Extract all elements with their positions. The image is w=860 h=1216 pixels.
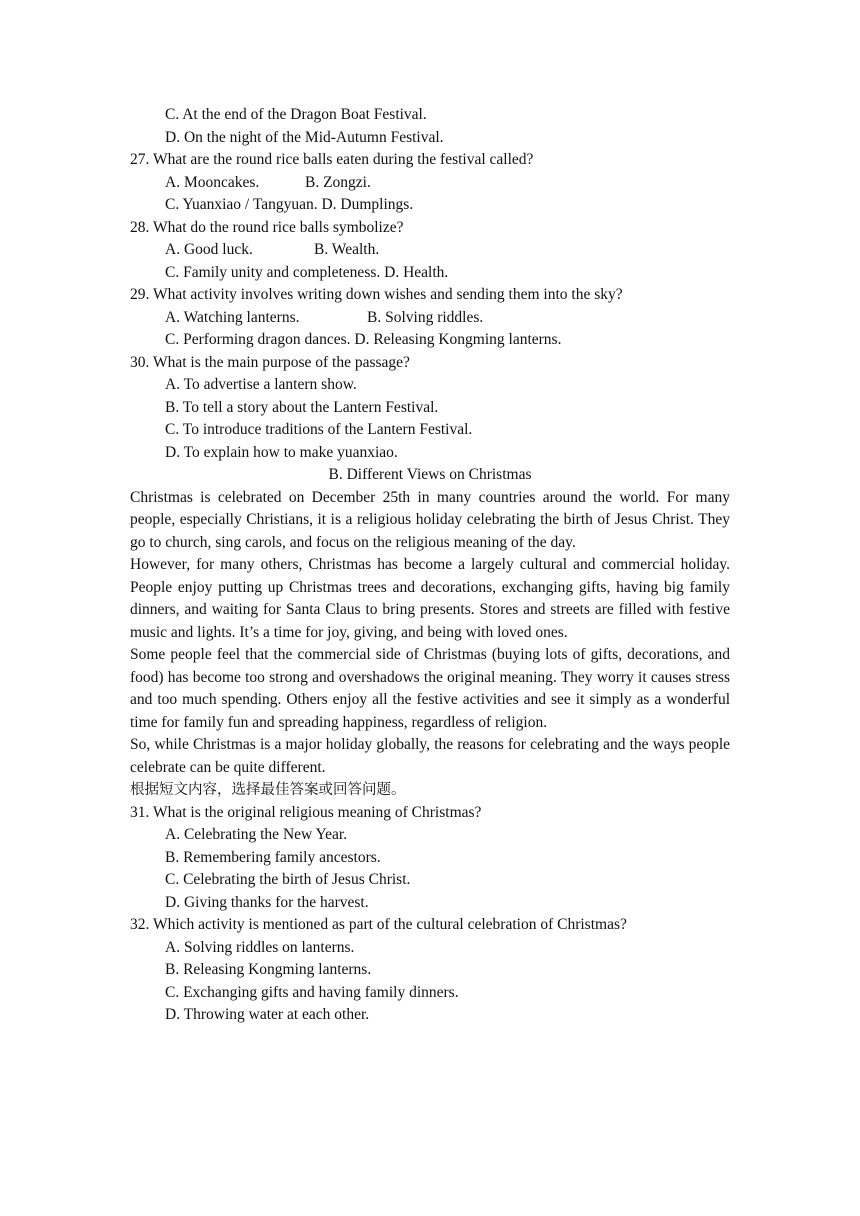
option: A. Celebrating the New Year. xyxy=(165,826,348,843)
question-30: 30. What is the main purpose of the passage? xyxy=(130,353,410,371)
option: C. Celebrating the birth of Jesus Christ. xyxy=(165,871,411,888)
instruction: 根据短文内容，选择最佳答案或回答问题。 xyxy=(130,782,406,798)
option: D. To explain how to make yuanxiao. xyxy=(165,443,398,461)
option: A. Mooncakes. xyxy=(165,173,260,191)
paragraph: Christmas is celebrated on December 25th in many countries around the world. For many people, especially Christians, it is a religious holiday celebrating the birth of Jesus Christ. They go to church, sing carols, and focus on the religious meaning of the day. xyxy=(130,488,730,551)
option: D. Giving thanks for the harvest. xyxy=(165,893,369,911)
option: A. To advertise a lantern show. xyxy=(165,376,357,393)
option: A. Solving riddles on lanterns. xyxy=(165,938,355,956)
option: A. Watching lanterns. xyxy=(165,308,300,326)
option: C. Family unity and completeness. D. Health. xyxy=(165,263,449,281)
section-title: B. Different Views on Christmas xyxy=(328,466,532,483)
question-29: 29. What activity involves writing down wishes and sending them into the sky? xyxy=(130,286,623,303)
paragraph: So, while Christmas is a major holiday globally, the reasons for celebrating and the ways people celebrate can be quite different. xyxy=(130,736,730,776)
option: B. To tell a story about the Lantern Festival. xyxy=(165,398,439,416)
option: B. Solving riddles. xyxy=(367,308,484,326)
option: C. Performing dragon dances. D. Releasing Kongming lanterns. xyxy=(165,331,562,348)
option: B. Wealth. xyxy=(314,241,380,258)
option: A. Good luck. xyxy=(165,241,253,258)
question-27: 27. What are the round rice balls eaten during the festival called? xyxy=(130,151,534,168)
exam-page xyxy=(130,104,730,1027)
option: C. Exchanging gifts and having family dinners. xyxy=(165,983,459,1001)
option: B. Remembering family ancestors. xyxy=(165,848,381,866)
option: C. Yuanxiao / Tangyuan. D. Dumplings. xyxy=(165,196,414,213)
option: B. Zongzi. xyxy=(305,173,371,191)
question-32: 32. Which activity is mentioned as part of the cultural celebration of Christmas? xyxy=(130,916,627,933)
options-row xyxy=(130,307,730,330)
option-c-26: C. At the end of the Dragon Boat Festival. xyxy=(165,106,427,123)
question-28: 28. What do the round rice balls symbolize? xyxy=(130,218,404,236)
option: D. Throwing water at each other. xyxy=(165,1006,370,1023)
option: B. Releasing Kongming lanterns. xyxy=(165,961,372,978)
options-row xyxy=(130,239,730,262)
question-31: 31. What is the original religious meaning of Christmas? xyxy=(130,803,482,821)
options-row xyxy=(130,172,730,195)
paragraph: Some people feel that the commercial side of Christmas (buying lots of gifts, decorations, and food) has become too strong and overshadows the original meaning. They worry it causes stress and too much spending. Others enjoy all the festive activities and see it simply as a wonderful time for family fun and spreading happiness, regardless of religion. xyxy=(130,646,730,731)
option: C. To introduce traditions of the Lantern Festival. xyxy=(165,421,473,438)
paragraph: However, for many others, Christmas has become a largely cultural and commercial holiday. People enjoy putting up Christmas trees and decorations, exchanging gifts, having big family dinners, and waiting for Santa Claus to bring presents. Stores and streets are filled with festive music and lights. It’s a time for joy, giving, and being with loved ones. xyxy=(130,556,730,641)
option-d-26: D. On the night of the Mid-Autumn Festival. xyxy=(165,128,444,146)
